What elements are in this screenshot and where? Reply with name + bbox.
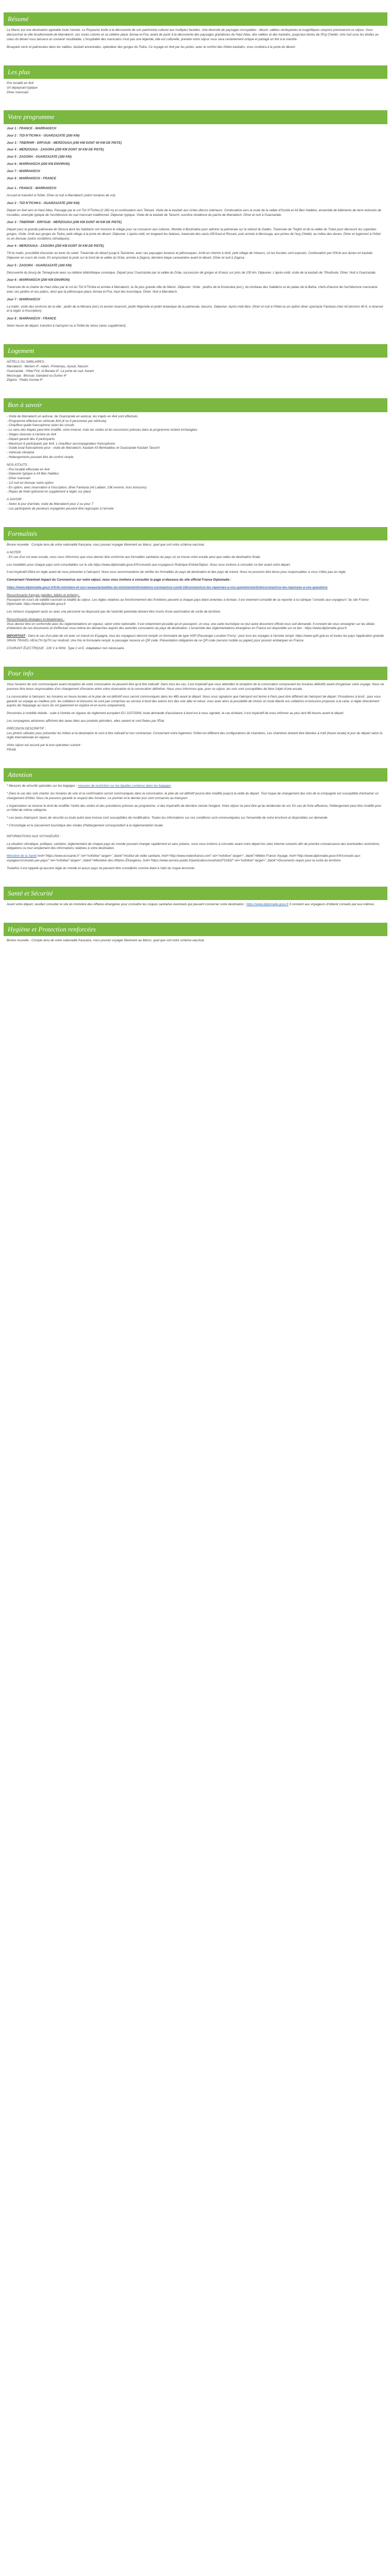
day-text: Découverte du bourg de Tamegroute avec sa célèbre bibliothèque coranique. Départ pour Ouarzazate par la vallée du Drâa, succession de gorges et d'oasis sur près de 100 km. Déjeuner. L'après-midi, visite de la kasbah de Tifoultoute. Dîner. Nuit à Ouarzazate.	[7, 270, 377, 275]
info-line: - Sièges réservés à l'arrière du 4x4	[7, 432, 56, 436]
formalites-text: Passeport en cours de validité couvrant la totalité du séjour. Les règles relatives au fonctionnement des frontières peuvent à chaque pays étant amenées à évoluer, il est vivement conseillé de se reporter à la rubrique "conseils aux voyageurs" du site France Diplomatie. https://www.diplomatie.gouv.fr	[7, 598, 369, 606]
attention-text: * Mesures de sécurité spéciales sur les bagages :	[7, 784, 78, 788]
savoir-line: - Les participants de plusieurs voyagistes peuvent être regroupés à l'arrivée	[7, 506, 114, 511]
savoir-head: A SAVOIR :	[7, 498, 24, 502]
sante-text-end: Il convient aux voyageurs d'obtenir conseils par eux-mêmes.	[288, 902, 375, 906]
plus-item: Dîner marocain	[7, 90, 29, 94]
day-text: Selon heure de départ, transfert à l'aéroport ou à l'hôtel de retour (avec supplément).	[7, 324, 127, 328]
atout-line: - Déjeuner typique à Aït Ben Haddou	[7, 472, 59, 476]
formalites-note-head: A NOTER	[7, 550, 21, 554]
resume-text: Le Maroc est une destination agréable toute l'année. Le Royaume invite à la découverte de son patrimoine culturel aux multiples facettes. Une diversité de paysages incroyables : désert, vallées verdoyantes et magnifiques canyons ponctueront ce séjour. Vous découvrirez la ville bouillonnante de Marrakech, ses souks colorés et sa célèbre place Jemaa el-Fna, avant de partir à la découverte des paysages grandioses du Haut Atlas, des vallées et des kasbahs, jusqu'aux dunes de l'Erg Chebbi. Une nuit sous les étoiles au cœur du désert vous laissera un souvenir inoubliable. L'hospitalité des marocains n'est pas une légende, elle est culturelle, prendre votre séjour vous sera certainement unique et partagé un thé à la menthe.	[7, 28, 379, 42]
etrangers-head: Ressortissants étrangers et binationaux :	[7, 617, 65, 621]
info-line: - Programme effectué en véhicule 4x4 (4 ou 6 personnes par véhicule)	[7, 419, 107, 423]
hotel-line: Ouarzazate : Hôtel Fint, Al Baraka 4*, La porte du sud, Karam	[7, 369, 94, 373]
section-header-resume: Résumé	[4, 12, 387, 26]
day-summary-title: Jour 6 : MARRAKECH (200 KM ENVIRON)	[7, 162, 70, 166]
formalites-text: - En cas d'un vol avec escale, nous vous informons que vous devrez être conforme aux formalités sanitaires du pays où se trouve votre escale ainsi que celles de destination finale.	[7, 555, 261, 559]
section-header-attention: Attention	[4, 768, 387, 782]
atout-line: - Dîner marocain	[7, 477, 31, 481]
section-header-sante: Santé et Sécurité	[4, 887, 387, 900]
formalites-text: Vous devrez être en conformité avec les réglementations en vigueur, selon votre nationalité. Il est notamment possible qu'un passeport, un visa, une carte touristique ou tout autre document officiel vous soit demandé. Il convient de vous renseigner sur les délais d'obtention de ces documents et d'effectuer vous-même les démarches auprès des autorités consulaires du pays de destination. L'ensemble des réglementations étrangères en France est disponible sur ce lien : https://www.diplomatie.gouv.fr.	[7, 622, 375, 631]
ministere-sante-link[interactable]: Ministère de la Santé	[7, 854, 37, 858]
logement-head: HÔTELS OU SIMILAIRES :	[7, 360, 46, 364]
info-text: La convocation à l'aéroport, les horaires en heure locales et le plan de vol définitif vous seront communiqués dans les 48h avant le départ. Nous vous signalons que l'aéroport est fermé à Paris peut être différent de l'aéroport de départ. Procédures à bord : pour vous garantir un voyage au meilleur prix, les collations et boissons ne sont pas comprises au service à bord des avions lors des vols aller et retour, vous avez alors la possibilité de choisir un toute liberté vos collations et boissons proposés à la carte, à régler directement auprès de l'équipage au cours du vol (paiement en espèce et en euros uniquement).	[7, 694, 381, 708]
hotel-line: Merzouga : Bivouac standard ou Dunes 4*	[7, 374, 67, 378]
formalites-text: Bonne nouvelle : Compte tenu de votre nationalité française, vous pouvez voyager librement au Maroc, quel que soit votre schéma vaccinal.	[7, 543, 205, 547]
day-title: Jour 7 : MARRAKECH	[7, 297, 40, 301]
hygiene-text: Bonne nouvelle : Compte tenu de votre nationalité française, vous pouvez voyager librement au Maroc, quel que soit votre schéma vaccinal.	[7, 939, 205, 943]
section-header-hygiene: Hygiène et Protection renforcées	[4, 923, 387, 936]
ministries-para	[7, 854, 384, 863]
section-header-programme: Votre programme	[4, 110, 387, 124]
page	[4, 0, 387, 943]
day-title: Jour 4 : MERZOUGA - ZAGORA (250 KM DONT 30 KM DE PISTE)	[7, 244, 104, 248]
attention-text: Toutefois il est rappelé qu'aucune règle du monde et aucun pays ne peuvent être considérés comme étant à l'abri du risque terroriste.	[7, 866, 196, 870]
atout-line: - Repas de Noël optionnel en supplément à régler sur place	[7, 490, 91, 494]
section-header-les-plus: Les plus	[4, 65, 387, 79]
sante-section	[7, 903, 384, 907]
resume-section	[7, 28, 384, 49]
formalites-section	[7, 543, 384, 651]
attention-text: * Chronologie et la classement touristique des modes d'hébergement correspondent à la réglementation locale.	[7, 823, 164, 827]
info-text: Les compagnies aériennes affichent des taxes liées aux produits pétroliers, elles varient et sont fixées par l'État.	[7, 719, 165, 723]
tour-operator: FRAM	[7, 748, 16, 752]
hygiene-section	[7, 939, 384, 943]
hotel-line: Zagora : Palais Asmaa 4*	[7, 378, 43, 382]
day-summary-title: Jour 1 : FRANCE - MARRAKECH	[7, 126, 56, 130]
info-line: - Hébergements pouvant être de confort simple	[7, 455, 74, 459]
day-text: Traversée de la chaîne du Haut Atlas par le col du Tizi N'Tichka et arrivée à Marrakech, la 3e plus grande ville du Maroc. Déjeuner. Visite : jardins de la Koutoubia (ext.), du tombeau des Saâdiens et du palais de la Bahia, chefs-d'œuvre de l'architecture marocaine avec ses jardins et ses patios, ainsi que la pittoresque place Jemaa el-Fna, haut lieu touristique. Dîner. Nuit à Marrakech.	[7, 285, 378, 294]
important-text: : Dans le cas d'un plan de vol avec un transit en Espagne, tous les voyageurs devront remplir un formulaire de type HSP (Passenger Location Form) ; pour tous les voyages à l'arrivée rempli. https://www.spth.gob.es et toutes les pays l'application gratuite SPAIN TRAVEL HEALTH-SpTH sur Android. Une fois le formulaire rempli, le passager recevra un QR code. Présentation obligatoire de ce QR code (version mobile ou papier) pour pouvoir embarquer en France.	[7, 634, 384, 643]
info-line: - Le sens des étapes peut être modifié, voire inversé, mais les visites et les excursions prévues dans le programme restent inchangées	[7, 428, 198, 432]
voyageurs-head: INFORMATIONS AUX VOYAGEURS :	[7, 834, 61, 838]
atout-line: - En option, avec réservation à l'inscription, dîner Fantasia (Ali Laâlam, 23€ environ, hors boissons)	[7, 485, 147, 489]
resume-text-2: Bouquets verts et palmeraies dans les vallées, kasbah ancestrales, splendeur des gorges du Todra. Ce voyage en 4x4 par les pistes, avec le confort des hôtels-kasbahs, vous conduira à la porte du désert.	[7, 45, 296, 49]
section-header-formalites: Formalités	[4, 527, 387, 540]
covid-head: Concernant l'éventuel impact du Coronavirus sur votre séjour, nous vous invitons à consulter la page ci-dessous du site officiel France Diplomatie :	[7, 578, 232, 582]
info-text: Vous horaires de vols communiqués avant réception de votre convocation ne peuvent être qu'à titre indicatif. Dans tous les cas, il est impératif que vous attendiez la réception de la convocation comprenant les horaires définitifs avant d'organiser votre voyage. Nous ne pouvons être tenus responsables d'un changement d'horaires entre votre réservation et la convocation définitive. Nous vous informons que, pour ce séjour, les vols sont susceptibles de faire l'objet d'une escale.	[7, 683, 384, 691]
sante-text: Avant votre départ, veuillez consulter le site du ministère des Affaires étrangères pour connaître les risques sanitaires éventuels qui peuvent concerner votre destination :	[7, 902, 247, 906]
day-summary-title: Jour 4 : MERZOUGA - ZAGORA (250 KM DONT 30 KM DE PISTE)	[7, 148, 104, 152]
day-title: Jour 3 : TINERHIR - ERFOUD - MERZOUGA (240 KM DONT 40 KM DE PISTE)	[7, 221, 122, 225]
day-title: Jour 6 : MARRAKECH (200 KM ENVIRON)	[7, 278, 70, 282]
atout-line: - 1/2 nuit en bivouac selon option	[7, 481, 54, 485]
info-line: - Guide local francophone pour : visite de Marrakech, Kasbah Aït Benhaddou et Ouarzazate Kasbah Taourirt	[7, 446, 160, 450]
day-text: Tôt le matin, possibilité d'assister au lever du soleil. Traversée du désert jusqu'à Tazzarine, avec ses paysages lunaires et pittoresques. Arrêt en chemin à Alnif, petit village de mineurs, où les fossiles sont exposés. Continuation par N'Kob aux dunes en kasbah. Déjeuner en cours de route. En empruntant la piste sur le bord de la vallée du Drâa, arrivée à Zagora, dernière étape caravanière avant le désert. Dîner et nuit à Zagora.	[7, 251, 373, 260]
logement-section	[7, 360, 384, 383]
plus-item: Un dépaysant typique	[7, 86, 38, 90]
ministries-text: href="https://www.ecosante.fr" rel="nofollow" target="_blank">Institut de veille sanitaire, href="http://www.meteofrance.com" rel="nofollow" target="_blank">Météo France Voyage, href="http://www.diplomatie.gouv.fr/fr/conseils-aux-voyageurs/conseils-par-pays/" rel="nofollow" target="_blank">Ministère des Affaires Étrangères, href="https://www.service-public.fr/particuliers/vosdroits/F31832" rel="nofollow" target="_blank">Documents requis pour la sortie du territoire	[7, 854, 361, 862]
day-text: Départ en 4x4 vers le Haut Atlas. Passage par le col Tizi N'Tichka (2 260 m) et continuation vers Telouet. Visite de la kasbah aux riches décors intérieurs. Continuation vers la route de la vallée d'Ounila et Aït Ben Haddou, ensemble de bâtiments de terre entourés de murailles, exemple typique de l'architecture du sud marocain traditionnel. Déjeuner typique. Visite de la kasbah de Taourirt, ouvrière résidence du pacha de Marrakech. Dîner et nuit à Ouarzazate.	[7, 208, 382, 217]
formalites-text: Les modalités pour chaque pays sont consultables sur le site https://www.diplomatie.gouv.fr/fr/conseils-aux-voyageurs/ Rubrique Entrée/Séjour. Nous vous invitons à consulter ce lien avant votre départ.	[7, 563, 291, 567]
day-title: Jour 5 : ZAGORA - OUARZAZATE (180 KM)	[7, 263, 72, 267]
section-header-bon-a-savoir: Bon à savoir	[4, 398, 387, 412]
info-line: - Maximum 6 participants par 4x4, 1 chauffeur accompagnateur francophone	[7, 442, 115, 446]
plus-item: Prix localité en 4x4	[7, 81, 34, 86]
attention-text: * Les taxes d'aéroport, taxes de sécurité ou toute autre taxe incluse sont susceptibles de modification. Toutes les informations sur ces conditions sont communiquées sur l'ensemble de notre brochure et disponibles sur demande.	[7, 816, 329, 820]
info-line: - Visite de Marrakech en autocar, de Ouarzazate en autocar, les trajets en 4x4 sont effectués	[7, 414, 138, 418]
formalites-text: Il est impératif d'être en règle avant de vous présenter à l'aéroport. Nous vous recommandons de vérifier les formalités du pays de destination et des pays de transit. Nous ne pouvons être tenus pour responsables si vous n'êtes pas en règle.	[7, 570, 347, 574]
covid-link[interactable]: https://www.diplomatie.gouv.fr/fr/le-ministere-et-son-reseau/actualites-du-ministere/informations-coronavirus-covid-19/coronavirus-les-reponses-a-vos-questions/article/coronavirus-les-reponses-a-vos-questions	[7, 585, 328, 589]
hotel-line: Marrakech : Meriem 4*, Adam, Printemps, Ayoub, Nassim	[7, 365, 89, 369]
day-summary-title: Jour 5 : ZAGORA - OUARZAZATE (180 KM)	[7, 155, 72, 159]
day-title: Jour 8 : MARRAKECH - FRANCE	[7, 317, 56, 321]
info-line: - Départ garanti dès 4 participants	[7, 437, 55, 441]
formalites-text: COURANT ÉLECTRIQUE : 220 V à 50Hz. Type C et E. Adaptateur non nécessaire.	[7, 646, 125, 650]
info-line: - Véhicule climatisé	[7, 451, 35, 455]
precision-head: PRÉCISION DESCRIPTIF :	[7, 726, 46, 731]
savoir-line: - Selon le jour d'arrivée, visite de Marrakech pour 2 ou pour 7	[7, 502, 93, 506]
day-text: La matin, visite des environs de la ville : jardin de la Menara (ext.) et ancien réservoir, jardin Majorelle et jardin botanique de la palmeraie, bassins. Déjeuner. Après-midi libre. Dîner et nuit à l'hôtel ou en option dîner spectacle Fantasia chez Ali (environ 40 €, à réserver et à régler à l'inscription).	[7, 304, 383, 313]
les-plus-section	[7, 81, 384, 95]
info-text: Personnes à mobilité réduite : suite à l'entrée en vigueur du règlement européen EU 1107/2006, toute demande d'assistance à bord est à nous signaler, le cas échéant, il est impératif de nous informer au plus tard 48 heures avant le départ.	[7, 711, 345, 716]
important-label: IMPORTANT	[7, 634, 26, 638]
attention-para	[7, 784, 384, 789]
section-header-logement: Logement	[4, 344, 387, 358]
day-summary-title: Jour 7 : MARRAKECH	[7, 169, 40, 173]
bon-a-savoir-section	[7, 415, 384, 512]
day-title: Jour 1 : FRANCE - MARRAKECH	[7, 187, 56, 191]
day-summary-title: Jour 2 : TIZI N'TICHKA - OUARZAZATE (200 KM)	[7, 133, 80, 138]
sante-para	[7, 903, 384, 907]
day-summary-title: Jour 8 : MARRAKECH - FRANCE	[7, 176, 56, 180]
attention-text: L'organisateur se réserve le droit de modifier l'ordre des visites et des prestations prévues au programme, si des impératifs de dernière minute l'exigent. Votre séjour ne peut être qu'au lendemain du vol. En cas de forte affluence, l'hébergement peut être modifié pour un hôtel de même catégorie.	[7, 804, 382, 812]
ressortissants-head: Ressortissants français (adultes, bébés et enfants) :	[7, 593, 80, 597]
section-header-pour-info: Pour info	[4, 667, 387, 680]
day-text: Départ pour la grande palmeraie de Skoura dont les habitants ont renoncé le village pour se consacrer aux cultures. Montée à Boulmalne pour admirer la palmeraie sur le rebord du Dadès. Traversée de Tinghir et de la vallée du Todra pour découvrir les superbes gorges. Visite. Arrêt aux gorges du Todra, petit village à la porte du désert. Déjeuner. L'après-midi, en longeant les falaises, traversée des oasis d'Erfoud et Rissani, puis arrivée à Merzouga, aux portes de l'erg Chebbi, au milieu des dunes. Dîner et logement à l'hôtel ou en bivouac (selon conditions climatiques).	[7, 228, 381, 241]
liquids-link[interactable]: mesures de restriction sur les liquides contenus dans les bagages	[77, 784, 171, 788]
attention-text: La situation climatique, politique, sanitaire, réglementaire de chaque pays du monde pouvant changer rapidement et sans préavis, nous vous invitons à consulter avant votre départ les sites internet suivants afin de prendre connaissance des éventuelles restrictions, obligations ou tout simplement des informations relatives à votre destination.	[7, 842, 381, 851]
info-line: - Chauffeur-guide francophone selon les circuits	[7, 423, 75, 428]
atouts-head: NOS ATOUTS :	[7, 463, 29, 467]
day-summary-title: Jour 3 : TINERHIR - ERFOUD - MERZOUGA (240 KM DONT 40 KM DE PISTE)	[7, 141, 122, 145]
info-text: Votre séjour est assuré par le tour-opérateur suivant :	[7, 743, 83, 748]
attention-text: * Dans le cas des vols charter, les horaires de vols et la confirmation seront communiqués dans la convocation, le plan de vol définitif pourra être modifié jusqu'à la veille du départ. Tout risque de changement des vols de la compagnie est susceptible d'entraîner un changement d'hôtel. Nous ne pouvons garantir le respect des horaires. Le premier et le dernier jour sont consacrés au transport.	[7, 791, 379, 800]
info-text: Les photos utilisées pour présenter les hôtels et la destination le sont à titre indicatif et non contractuel. Concernant votre logement, l'hôtel est différent des configurations de chambres. Les chambres doivent être libérées à midi (heure locale) le jour du départ selon la règle internationale en vigueur.	[7, 731, 382, 740]
important-para	[7, 634, 384, 643]
attention-section	[7, 784, 384, 871]
programme-section	[7, 127, 384, 329]
day-text: Accueil et transfert à l'hôtel. Dîner et nuit à Marrakech (selon horaires de vol).	[7, 194, 116, 198]
atout-line: - Prix localité effectuée en 4x4	[7, 467, 50, 471]
pour-info-section	[7, 683, 384, 753]
formalites-text: Les mineurs voyageant seuls ou avec une personne ne disposant pas de l'autorité parentale doivent être munis d'une autorisation de sortie de territoire.	[7, 610, 221, 614]
day-title: Jour 2 : TIZI N'TICHKA - OUARZAZATE (200 KM)	[7, 201, 80, 205]
diplomatie-link[interactable]: https://www.diplomatie.gouv.fr	[246, 902, 289, 906]
